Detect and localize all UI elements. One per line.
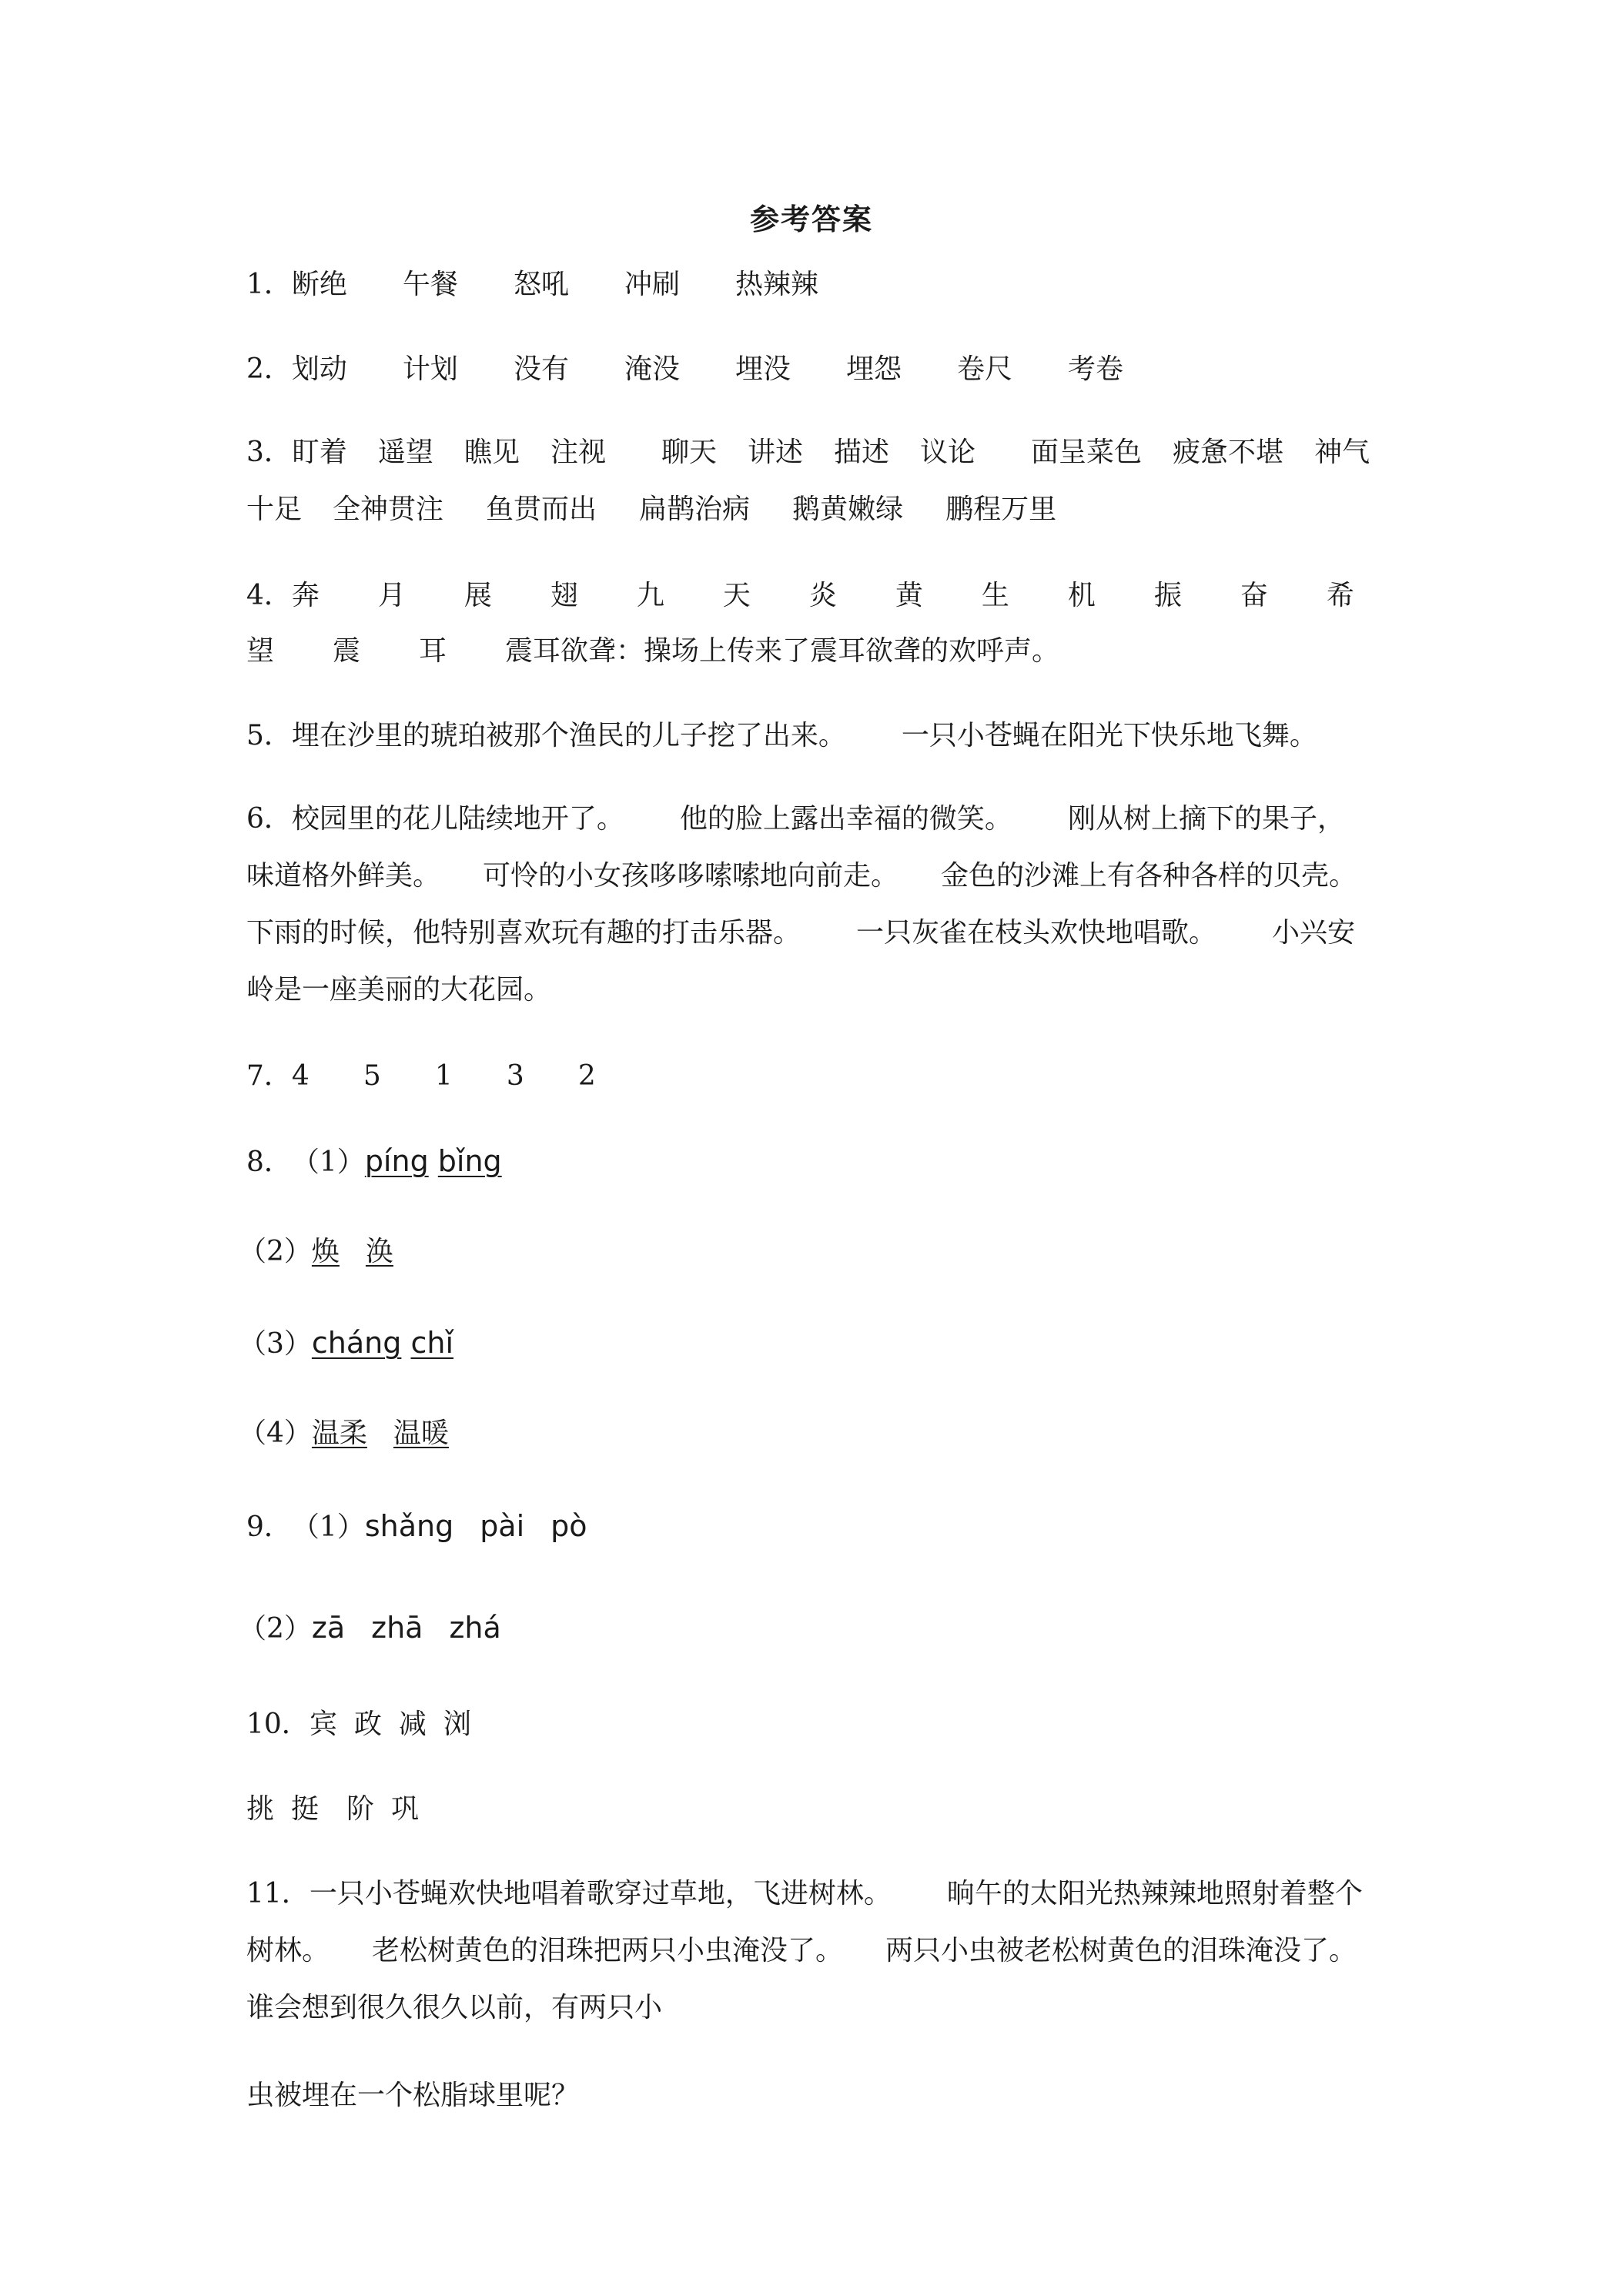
question-number: 11． xyxy=(246,1878,310,1909)
answer-item: zā xyxy=(311,1611,346,1645)
part-label: （4） xyxy=(239,1417,312,1449)
answer-11-line-4 xyxy=(246,2079,579,2113)
answer-item: 遥望 xyxy=(377,437,433,468)
answer-char: 天 xyxy=(722,580,751,611)
answer-item: 考卷 xyxy=(1068,353,1124,385)
answer-item: 热辣辣 xyxy=(735,269,818,300)
question-number: 7． xyxy=(246,1060,292,1092)
answer-sentence: 一只小苍蝇欢快地唱着歌穿过草地，飞进树林。 xyxy=(309,1878,892,1909)
answer-item: 面呈菜色 xyxy=(1031,437,1143,468)
answer-sentence: 两只小虫被老松树黄色的泪珠淹没了。 xyxy=(885,1935,1357,1966)
answer-11-line-2 xyxy=(246,1934,1357,1968)
answer-char: 翅 xyxy=(550,580,578,611)
question-number: 2． xyxy=(246,353,292,385)
answer-char: 奔 xyxy=(291,580,320,611)
answer-sentence: 谁会想到很久很久以前，有两只小 xyxy=(246,1992,663,2023)
answer-item: 划动 xyxy=(291,353,347,385)
answer-item: 温柔 xyxy=(311,1417,367,1449)
answer-item: 卷尺 xyxy=(957,353,1013,385)
answer-char: 望 xyxy=(246,635,275,667)
answer-sentence: 老松树黄色的泪珠把两只小虫淹没了。 xyxy=(372,1935,844,1966)
answer-item: pò xyxy=(550,1509,587,1543)
question-number: 3． xyxy=(246,437,292,468)
answer-char: 生 xyxy=(981,580,1009,611)
answer-char: 耳 xyxy=(419,635,447,667)
part-label: （1） xyxy=(291,1146,365,1178)
answer-sentence: 虫被埋在一个松脂球里呢？ xyxy=(246,2080,580,2111)
question-number: 8． xyxy=(246,1146,292,1178)
answer-item: 怒吼 xyxy=(513,269,569,300)
answer-item: píng xyxy=(364,1144,429,1178)
answer-item: 2 xyxy=(577,1060,596,1092)
answer-char: 希 xyxy=(1326,580,1354,611)
answer-item: 描述 xyxy=(834,437,890,468)
answer-char: 展 xyxy=(463,580,492,611)
answer-item: 扁鹊治病 xyxy=(639,494,751,525)
answer-item: bǐng xyxy=(437,1144,502,1178)
answer-item: 议论 xyxy=(920,437,976,468)
answer-9-part-2 xyxy=(239,1611,501,1646)
answer-sentence: 一只灰雀在枝头欢快地唱歌。 xyxy=(856,917,1217,949)
answer-item: 1 xyxy=(434,1060,453,1092)
answer-item: 聊天 xyxy=(661,437,717,468)
answer-8-part-4 xyxy=(239,1417,449,1451)
answer-3-line-2 xyxy=(246,493,1056,527)
answer-9-part-1 xyxy=(246,1509,587,1545)
answer-sentence: 味道格外鲜美。 xyxy=(246,860,441,892)
answer-char: 阶 xyxy=(346,1793,375,1825)
answer-char: 机 xyxy=(1067,580,1096,611)
answer-6-line-1 xyxy=(246,802,1345,836)
answer-item: cháng xyxy=(311,1326,402,1360)
answer-item: 涣 xyxy=(365,1236,393,1267)
answer-10-line-2 xyxy=(246,1792,419,1826)
question-number: 4． xyxy=(246,580,292,611)
answer-item: 焕 xyxy=(311,1236,340,1267)
answer-item: 十足 xyxy=(246,494,303,525)
answer-item: 瞧见 xyxy=(463,437,520,468)
answer-1 xyxy=(246,268,818,302)
answer-sentence: 下雨的时候，他特别喜欢玩有趣的打击乐器。 xyxy=(246,917,801,949)
part-label: （2） xyxy=(239,1236,312,1267)
answer-sentence: 他的脸上露出幸福的微笑。 xyxy=(679,803,1012,835)
answer-char: 挑 xyxy=(246,1793,275,1825)
answer-sentence: 一只小苍蝇在阳光下快乐地飞舞。 xyxy=(901,720,1317,751)
answer-item: 埋怨 xyxy=(845,353,902,385)
answer-11-line-1 xyxy=(246,1877,1363,1911)
answer-8-part-2 xyxy=(239,1235,393,1269)
answer-sentence: 金色的沙滩上有各种各样的贝壳。 xyxy=(941,860,1357,892)
answer-sentence: 晌午的太阳光热辣辣地照射着整个 xyxy=(946,1878,1363,1909)
answer-item: 淹没 xyxy=(624,353,680,385)
answer-8-part-3 xyxy=(239,1326,453,1361)
answer-sentence: 小兴安 xyxy=(1272,917,1356,949)
answer-sentence: 可怜的小女孩哆哆嗦嗦地向前走。 xyxy=(483,860,899,892)
answer-item: 鹏程万里 xyxy=(945,494,1057,525)
answer-6-line-2 xyxy=(246,859,1357,893)
answer-item: shǎng xyxy=(364,1509,454,1543)
answer-char: 政 xyxy=(353,1709,382,1740)
answer-5 xyxy=(246,719,1317,753)
answer-item: zhā xyxy=(371,1611,423,1645)
answer-item: 鹅黄嫩绿 xyxy=(792,494,904,525)
answer-sentence: 树林。 xyxy=(246,1935,330,1966)
answer-item: 没有 xyxy=(513,353,569,385)
answer-char: 浏 xyxy=(443,1709,471,1740)
part-label: （2） xyxy=(239,1613,312,1645)
answer-sentence: 震耳欲聋：操场上传来了震耳欲聋的欢呼声。 xyxy=(505,635,1060,667)
answer-char: 月 xyxy=(377,580,406,611)
part-label: （1） xyxy=(291,1511,365,1543)
answer-item: chǐ xyxy=(410,1326,454,1360)
answer-sentence: 岭是一座美丽的大花园。 xyxy=(246,974,552,1006)
answer-8-part-1 xyxy=(246,1144,502,1180)
answer-char: 减 xyxy=(398,1709,427,1740)
answer-11-line-3 xyxy=(246,1991,662,2025)
answer-item: 5 xyxy=(363,1060,381,1092)
answer-item: 全神贯注 xyxy=(333,494,444,525)
answer-item: 温暖 xyxy=(393,1417,449,1449)
answer-item: 冲刷 xyxy=(624,269,680,300)
question-number: 5． xyxy=(246,720,292,751)
answer-item: 3 xyxy=(506,1060,524,1092)
question-number: 9． xyxy=(246,1511,292,1543)
answer-item: 盯着 xyxy=(291,437,347,468)
answer-3-line-1 xyxy=(246,436,1370,470)
answer-char: 挺 xyxy=(291,1793,320,1825)
answer-item: 计划 xyxy=(402,353,458,385)
answer-item: 疲惫不堪 xyxy=(1173,437,1284,468)
answer-4-line-1 xyxy=(246,579,1354,613)
answer-char: 巩 xyxy=(391,1793,420,1825)
part-label: （3） xyxy=(239,1328,312,1360)
answer-sentence: 埋在沙里的琥珀被那个渔民的儿子挖了出来。 xyxy=(291,720,846,751)
page-title: 参考答案 xyxy=(749,202,873,236)
answer-7 xyxy=(246,1059,596,1093)
answer-item: pài xyxy=(480,1509,525,1543)
question-number: 10． xyxy=(246,1709,310,1740)
answer-item: 断绝 xyxy=(291,269,347,300)
answer-item: 讲述 xyxy=(747,437,803,468)
answer-6-line-3 xyxy=(246,916,1355,950)
answer-char: 振 xyxy=(1153,580,1182,611)
answer-sentence: 校园里的花儿陆续地开了。 xyxy=(291,803,624,835)
answer-item: 4 xyxy=(291,1060,310,1092)
answer-10-line-1 xyxy=(246,1708,471,1742)
answer-item: 埋没 xyxy=(735,353,791,385)
answer-char: 宾 xyxy=(309,1709,337,1740)
question-number: 6． xyxy=(246,803,292,835)
answer-4-line-2 xyxy=(246,634,1059,668)
answer-char: 黄 xyxy=(895,580,923,611)
answer-sentence: 刚从树上摘下的果子， xyxy=(1067,803,1345,835)
answer-char: 震 xyxy=(333,635,361,667)
question-number: 1． xyxy=(246,269,292,300)
answer-item: 注视 xyxy=(550,437,606,468)
answer-char: 奋 xyxy=(1240,580,1268,611)
answer-2 xyxy=(246,353,1123,387)
answer-item: zhá xyxy=(449,1611,501,1645)
answer-item: 鱼贯而出 xyxy=(486,494,597,525)
answer-6-line-4 xyxy=(246,973,551,1007)
answer-char: 炎 xyxy=(808,580,837,611)
answer-item: 午餐 xyxy=(402,269,458,300)
answer-item: 神气 xyxy=(1314,437,1370,468)
answer-char: 九 xyxy=(636,580,664,611)
